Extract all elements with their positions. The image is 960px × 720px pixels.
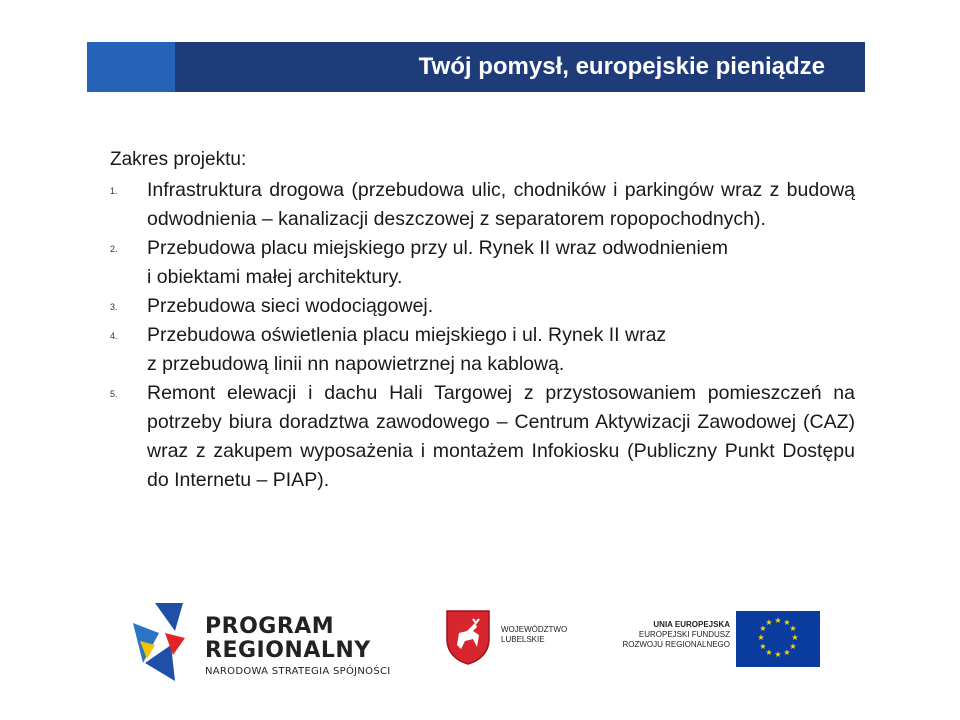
svg-text:★: ★ bbox=[783, 618, 791, 627]
program-regionalny-text bbox=[205, 615, 391, 677]
ue-line2: EUROPEJSKI FUNDUSZ bbox=[638, 630, 730, 639]
logos-footer bbox=[125, 593, 825, 688]
svg-text:★: ★ bbox=[783, 648, 791, 657]
svg-text:★: ★ bbox=[765, 618, 773, 627]
ue-logo bbox=[605, 611, 820, 669]
list-text: Przebudowa oświetlenia placu miejskiego i ul. Rynek II wraz bbox=[147, 324, 667, 346]
woj-line2: LUBELSKIE bbox=[501, 635, 545, 644]
eu-stars-icon bbox=[736, 611, 820, 667]
list-number: 1. bbox=[110, 186, 118, 196]
svg-text:★: ★ bbox=[791, 633, 799, 642]
program-regionalny-icon bbox=[125, 593, 195, 688]
ue-text bbox=[622, 620, 730, 650]
list-item bbox=[110, 176, 855, 234]
lublin-coat-of-arms-icon bbox=[443, 609, 493, 665]
woj-line1: WOJEWÓDZTWO bbox=[501, 625, 568, 634]
svg-text:★: ★ bbox=[765, 648, 773, 657]
list-text: Przebudowa sieci wodociągowej. bbox=[147, 295, 434, 317]
regionalny-line: REGIONALNY bbox=[205, 638, 371, 663]
strategy-line: NARODOWA STRATEGIA SPÓJNOŚCI bbox=[205, 666, 391, 677]
list-text: Remont elewacji i dachu Hali Targowej z przystosowaniem pomieszczeń na potrzeby biura doradztwa zawodowego – Centrum Aktywizacji Zawodowej (CAZ) wraz z zakupem wyposażenia i montażem Infokiosku (Publiczny Punkt Dostępu do Internetu – PIAP). bbox=[147, 382, 855, 491]
scope-title: Zakres projektu: bbox=[110, 149, 247, 170]
list-number: 2. bbox=[110, 244, 118, 254]
list-item bbox=[110, 234, 855, 292]
scope-list bbox=[110, 176, 855, 495]
svg-text:★: ★ bbox=[774, 650, 782, 659]
program-regionalny-logo bbox=[125, 593, 405, 688]
list-text-continued: z przebudową linii nn napowietrznej na kablową. bbox=[147, 353, 565, 375]
list-item bbox=[110, 292, 855, 321]
header-accent bbox=[87, 42, 175, 92]
eu-flag-icon bbox=[736, 611, 820, 667]
list-item bbox=[110, 321, 855, 379]
svg-text:★: ★ bbox=[759, 642, 767, 651]
svg-text:★: ★ bbox=[789, 624, 797, 633]
page-title: Twój pomysł, europejskie pieniądze bbox=[418, 53, 825, 80]
list-number: 4. bbox=[110, 331, 118, 341]
header-bar bbox=[87, 42, 865, 92]
svg-text:★: ★ bbox=[759, 624, 767, 633]
wojewodztwo-text bbox=[501, 625, 567, 645]
ue-line3: ROZWOJU REGIONALNEGO bbox=[622, 640, 730, 649]
svg-text:★: ★ bbox=[789, 642, 797, 651]
list-text-continued: i obiektami małej architektury. bbox=[147, 266, 403, 288]
list-number: 3. bbox=[110, 302, 118, 312]
wojewodztwo-logo bbox=[443, 609, 583, 669]
list-text: Infrastruktura drogowa (przebudowa ulic, chodników i parkingów wraz z budową odwodnienia – kanalizacji deszczowej z separatorem ropopochodnych). bbox=[147, 179, 855, 230]
list-text: Przebudowa placu miejskiego przy ul. Rynek II wraz odwodnieniem bbox=[147, 237, 728, 259]
list-number: 5. bbox=[110, 389, 118, 399]
ue-line1: UNIA EUROPEJSKA bbox=[653, 620, 730, 629]
svg-text:★: ★ bbox=[774, 616, 782, 625]
svg-text:★: ★ bbox=[757, 633, 765, 642]
list-item bbox=[110, 379, 855, 495]
program-line: PROGRAM bbox=[205, 614, 335, 639]
content bbox=[110, 146, 855, 495]
